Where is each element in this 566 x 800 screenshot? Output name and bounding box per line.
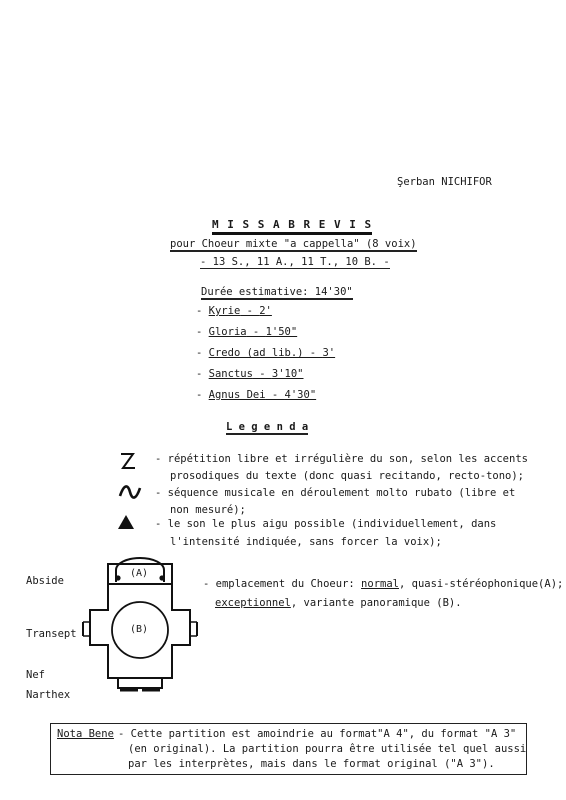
movement-item: - Gloria - 1'50": [196, 326, 298, 338]
movement-name: Kyrie: [208, 305, 241, 317]
label-narthex: Narthex: [26, 689, 71, 701]
label-transept: Transept: [26, 628, 77, 640]
movement-duration: 3'10": [271, 368, 304, 380]
nota-bene-label: Nota Bene: [57, 728, 114, 740]
work-title: M I S S A B R E V I S: [212, 218, 372, 235]
movement-duration: 3': [322, 347, 336, 359]
movement-item: - Kyrie - 2': [196, 305, 272, 317]
subtitle-ensemble: pour Choeur mixte "a cappella" (8 voix): [170, 238, 417, 250]
zigzag-icon: [118, 450, 138, 472]
legend-title: L e g e n d a: [226, 421, 309, 433]
nota-line: (en original). La partition pourra être utilisée tel quel aussi: [128, 743, 527, 755]
placement-line-1: - emplacement du Choeur: normal, quasi-stéréophonique(A);: [203, 578, 564, 590]
movement-name: Credo (ad lib.): [208, 347, 304, 359]
placement-exceptionnel: exceptionnel: [215, 597, 291, 609]
author-name: Şerban NICHIFOR: [397, 176, 492, 188]
movement-item: - Sanctus - 3'10": [196, 368, 304, 380]
duration-label: Durée estimative: 14'30": [201, 286, 353, 298]
legend-text-line: - répétition libre et irrégulière du son, selon les accents: [155, 453, 528, 465]
movement-name: Gloria: [208, 326, 247, 338]
label-abside: Abside: [26, 575, 64, 587]
position-b-label: (B): [130, 624, 149, 635]
movement-name: Agnus Dei: [208, 389, 266, 401]
legend-text-line: l'intensité indiquée, sans forcer la voix);: [170, 536, 442, 548]
placement-normal: normal: [361, 578, 399, 590]
tilde-icon: [118, 484, 142, 500]
position-a-label: (A): [130, 568, 149, 579]
movement-item: - Agnus Dei - 4'30": [196, 389, 317, 401]
legend-text-line: prosodiques du texte (donc quasi recitando, recto-tono);: [170, 470, 525, 482]
movement-duration: 1'50": [265, 326, 298, 338]
legend-text-line: - le son le plus aigu possible (individuellement, dans: [155, 518, 497, 530]
triangle-icon: [117, 514, 135, 530]
movement-item: - Credo (ad lib.) - 3': [196, 347, 336, 359]
legend-text-line: non mesuré);: [170, 504, 246, 516]
movement-duration: 4'30": [284, 389, 317, 401]
legend-text-line: - séquence musicale en déroulement molto rubato (libre et: [155, 487, 516, 499]
movement-duration: 2': [259, 305, 272, 317]
movement-name: Sanctus: [208, 368, 253, 380]
subtitle-voices: - 13 S., 11 A., 11 T., 10 B. -: [200, 256, 390, 268]
nota-line: par les interprètes, mais dans le format original ("A 3").: [128, 758, 495, 770]
placement-line-2: exceptionnel, variante panoramique (B).: [215, 597, 462, 609]
label-nef: Nef: [26, 669, 45, 681]
nota-line: - Cette partition est amoindrie au format"A 4", du format "A 3": [118, 728, 517, 740]
